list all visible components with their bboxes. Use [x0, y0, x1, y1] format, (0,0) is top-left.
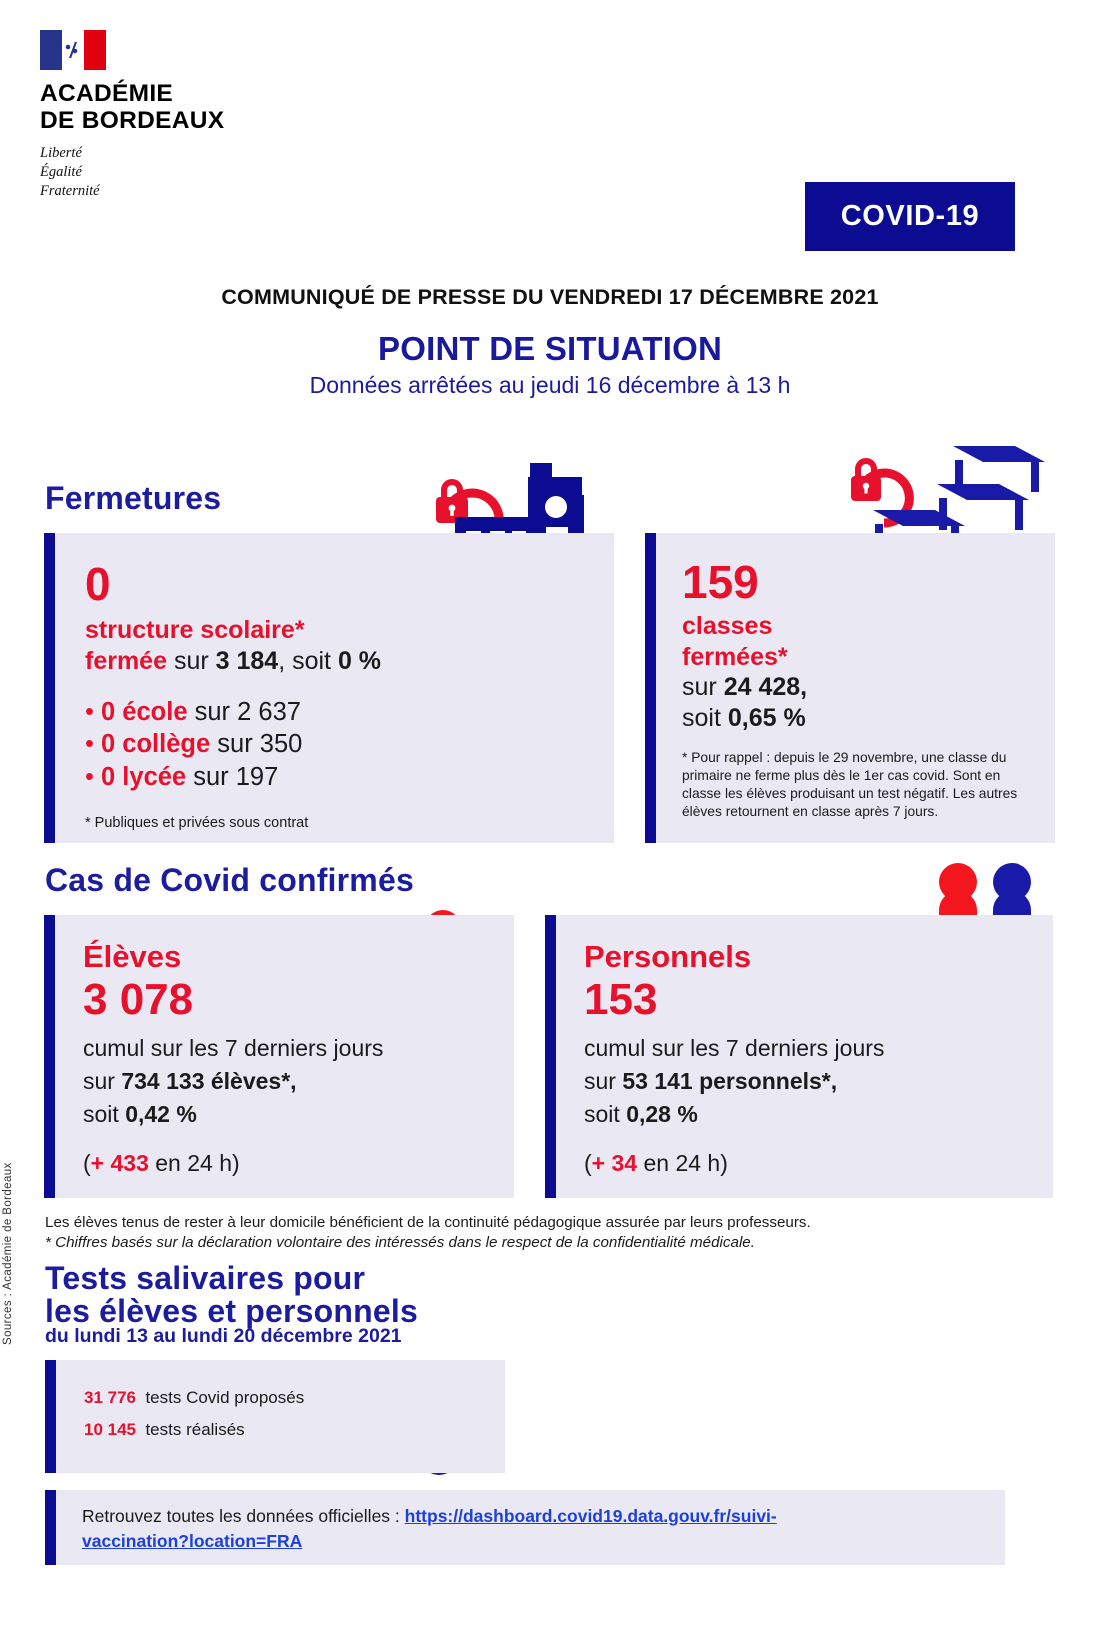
covid-badge — [805, 182, 1015, 251]
structures-bullet-list — [85, 696, 614, 793]
structures-label-fermee: fermée — [85, 646, 167, 675]
section-title-cas-confirmes: Cas de Covid confirmés — [45, 862, 414, 898]
eleves-label: Élèves — [83, 939, 182, 974]
tests-title-line2: les élèves et personnels — [45, 1293, 419, 1330]
dashboard-url-line2[interactable]: vaccination?location=FRA — [82, 1531, 303, 1552]
classes-percent: 0,65 % — [727, 703, 806, 732]
bullet-total-lycee: sur 197 — [193, 762, 279, 791]
personnels-label: Personnels — [584, 939, 752, 974]
structures-soit-word: , soit — [278, 646, 331, 675]
french-flag-icon — [40, 30, 106, 70]
tests-done-value: 10 145 — [84, 1420, 136, 1440]
bullet-dot-icon: • — [85, 762, 94, 791]
eleves-delta-prefix: ( — [83, 1149, 91, 1176]
personnels-total: 53 141 personnels*, — [622, 1067, 838, 1094]
eleves-soit-word: soit — [83, 1101, 119, 1128]
bullet-count-college: 0 collège — [101, 730, 211, 759]
flag-red-band — [84, 30, 106, 70]
bullet-dot-icon: • — [85, 698, 94, 726]
tests-proposed-value: 31 776 — [84, 1388, 136, 1407]
personnels-delta-24h — [584, 1150, 1053, 1177]
covid-badge-label: COVID-19 — [840, 200, 980, 232]
motto-liberte: Liberté — [40, 144, 82, 161]
motto-egalite: Égalité — [40, 164, 82, 180]
dashboard-url-line1[interactable]: https://dashboard.covid19.data.gouv.fr/suivi- — [404, 1506, 777, 1526]
card-classes-fermees — [645, 533, 1055, 843]
tests-title-line1: Tests salivaires pour — [45, 1260, 366, 1296]
sources-note: Sources : Académie de Bordeaux — [2, 1162, 14, 1345]
card-cas-personnels — [545, 915, 1053, 1198]
disclaimer-line-1: Les élèves tenus de rester à leur domicile bénéficient de la continuité pédagogique assurée par leurs professeurs. — [45, 1214, 811, 1231]
structures-closed-count: 0 — [85, 558, 111, 610]
classes-sur-word: sur — [682, 673, 717, 701]
eleves-delta-24h — [83, 1150, 514, 1177]
eleves-percent: 0,42 % — [125, 1101, 197, 1128]
page-subtitle: Données arrêtées au jeudi 16 décembre à 13 h — [309, 372, 791, 398]
logo-title-line1: ACADÉMIE — [40, 80, 174, 107]
personnels-soit-word: soit — [584, 1101, 620, 1128]
eleves-total: 734 133 élèves*, — [121, 1067, 297, 1094]
bullet-total-college: sur 350 — [217, 730, 303, 759]
bullet-dot-icon: • — [85, 730, 94, 759]
personnels-sur-word: sur — [584, 1067, 616, 1094]
academy-logo — [40, 30, 340, 201]
logo-title-line2: DE BORDEAUX — [40, 107, 225, 135]
personnels-delta-suffix: en 24 h) — [637, 1149, 728, 1176]
tests-date-range: du lundi 13 au lundi 20 décembre 2021 — [45, 1325, 402, 1347]
card-tests-salivaires — [45, 1360, 505, 1473]
bullet-count-ecole: 0 école — [101, 698, 188, 726]
classes-total: 24 428, — [723, 673, 808, 701]
flag-white-band — [62, 30, 84, 70]
personnels-delta-value: + 34 — [591, 1149, 638, 1176]
logo-title — [40, 80, 340, 135]
bullet-count-lycee: 0 lycée — [101, 762, 187, 791]
classes-label-line1: classes — [682, 612, 773, 640]
section-title-fermetures: Fermetures — [45, 480, 222, 516]
flag-blue-band — [40, 30, 62, 70]
structures-total: 3 184 — [215, 646, 279, 675]
personnels-delta-prefix: ( — [584, 1149, 592, 1176]
classes-label-line2: fermées* — [682, 642, 788, 671]
structures-label-line1: structure scolaire* — [85, 616, 305, 644]
classes-note: * Pour rappel : depuis le 29 novembre, une classe du primaire ne ferme plus dès le 1er cas covid. Sont en classe les élèves produisant un test négatif. Les autres élèves retournent en classe après 7 jours. — [682, 750, 1018, 819]
list-item — [85, 696, 614, 728]
structures-footnote: * Publiques et privées sous contrat — [85, 815, 309, 832]
card-official-data-link — [45, 1490, 1005, 1565]
structures-sur-word: sur — [173, 646, 209, 675]
list-item — [85, 728, 614, 760]
personnels-percent: 0,28 % — [626, 1101, 698, 1128]
link-intro-text: Retrouvez toutes les données officielles : — [82, 1506, 400, 1526]
eleves-delta-suffix: en 24 h) — [148, 1149, 240, 1176]
structures-percent: 0 % — [337, 646, 382, 675]
tests-proposed-label: tests Covid proposés — [145, 1388, 305, 1407]
section-title-tests-salivaires — [45, 1262, 418, 1329]
classes-closed-count: 159 — [682, 556, 759, 608]
table-row — [84, 1414, 505, 1446]
table-row — [84, 1382, 505, 1414]
list-item — [85, 761, 614, 793]
bullet-total-ecole: sur 2 637 — [194, 698, 301, 726]
press-release-line: COMMUNIQUÉ DE PRESSE DU VENDREDI 17 DÉCEMBRE 2021 — [221, 285, 879, 309]
personnels-cumul-text: cumul sur les 7 derniers jours — [584, 1034, 885, 1061]
card-cas-eleves — [44, 915, 514, 1198]
cases-disclaimer — [45, 1213, 1005, 1253]
eleves-delta-value: + 433 — [90, 1149, 149, 1176]
card-structures-fermees — [44, 533, 614, 843]
motto-fraternite: Fraternité — [40, 183, 100, 200]
disclaimer-line-2: * Chiffres basés sur la déclaration volontaire des intéressés dans le respect de la confidentialité médicale. — [45, 1234, 755, 1252]
personnels-count: 153 — [584, 974, 658, 1024]
republic-motto — [40, 144, 340, 201]
page-title: POINT DE SITUATION — [378, 330, 722, 367]
eleves-count: 3 078 — [83, 974, 194, 1024]
classes-soit-word: soit — [682, 703, 721, 732]
eleves-sur-word: sur — [83, 1067, 115, 1094]
tests-done-label: tests réalisés — [145, 1420, 245, 1440]
eleves-cumul-text: cumul sur les 7 derniers jours — [83, 1034, 384, 1061]
